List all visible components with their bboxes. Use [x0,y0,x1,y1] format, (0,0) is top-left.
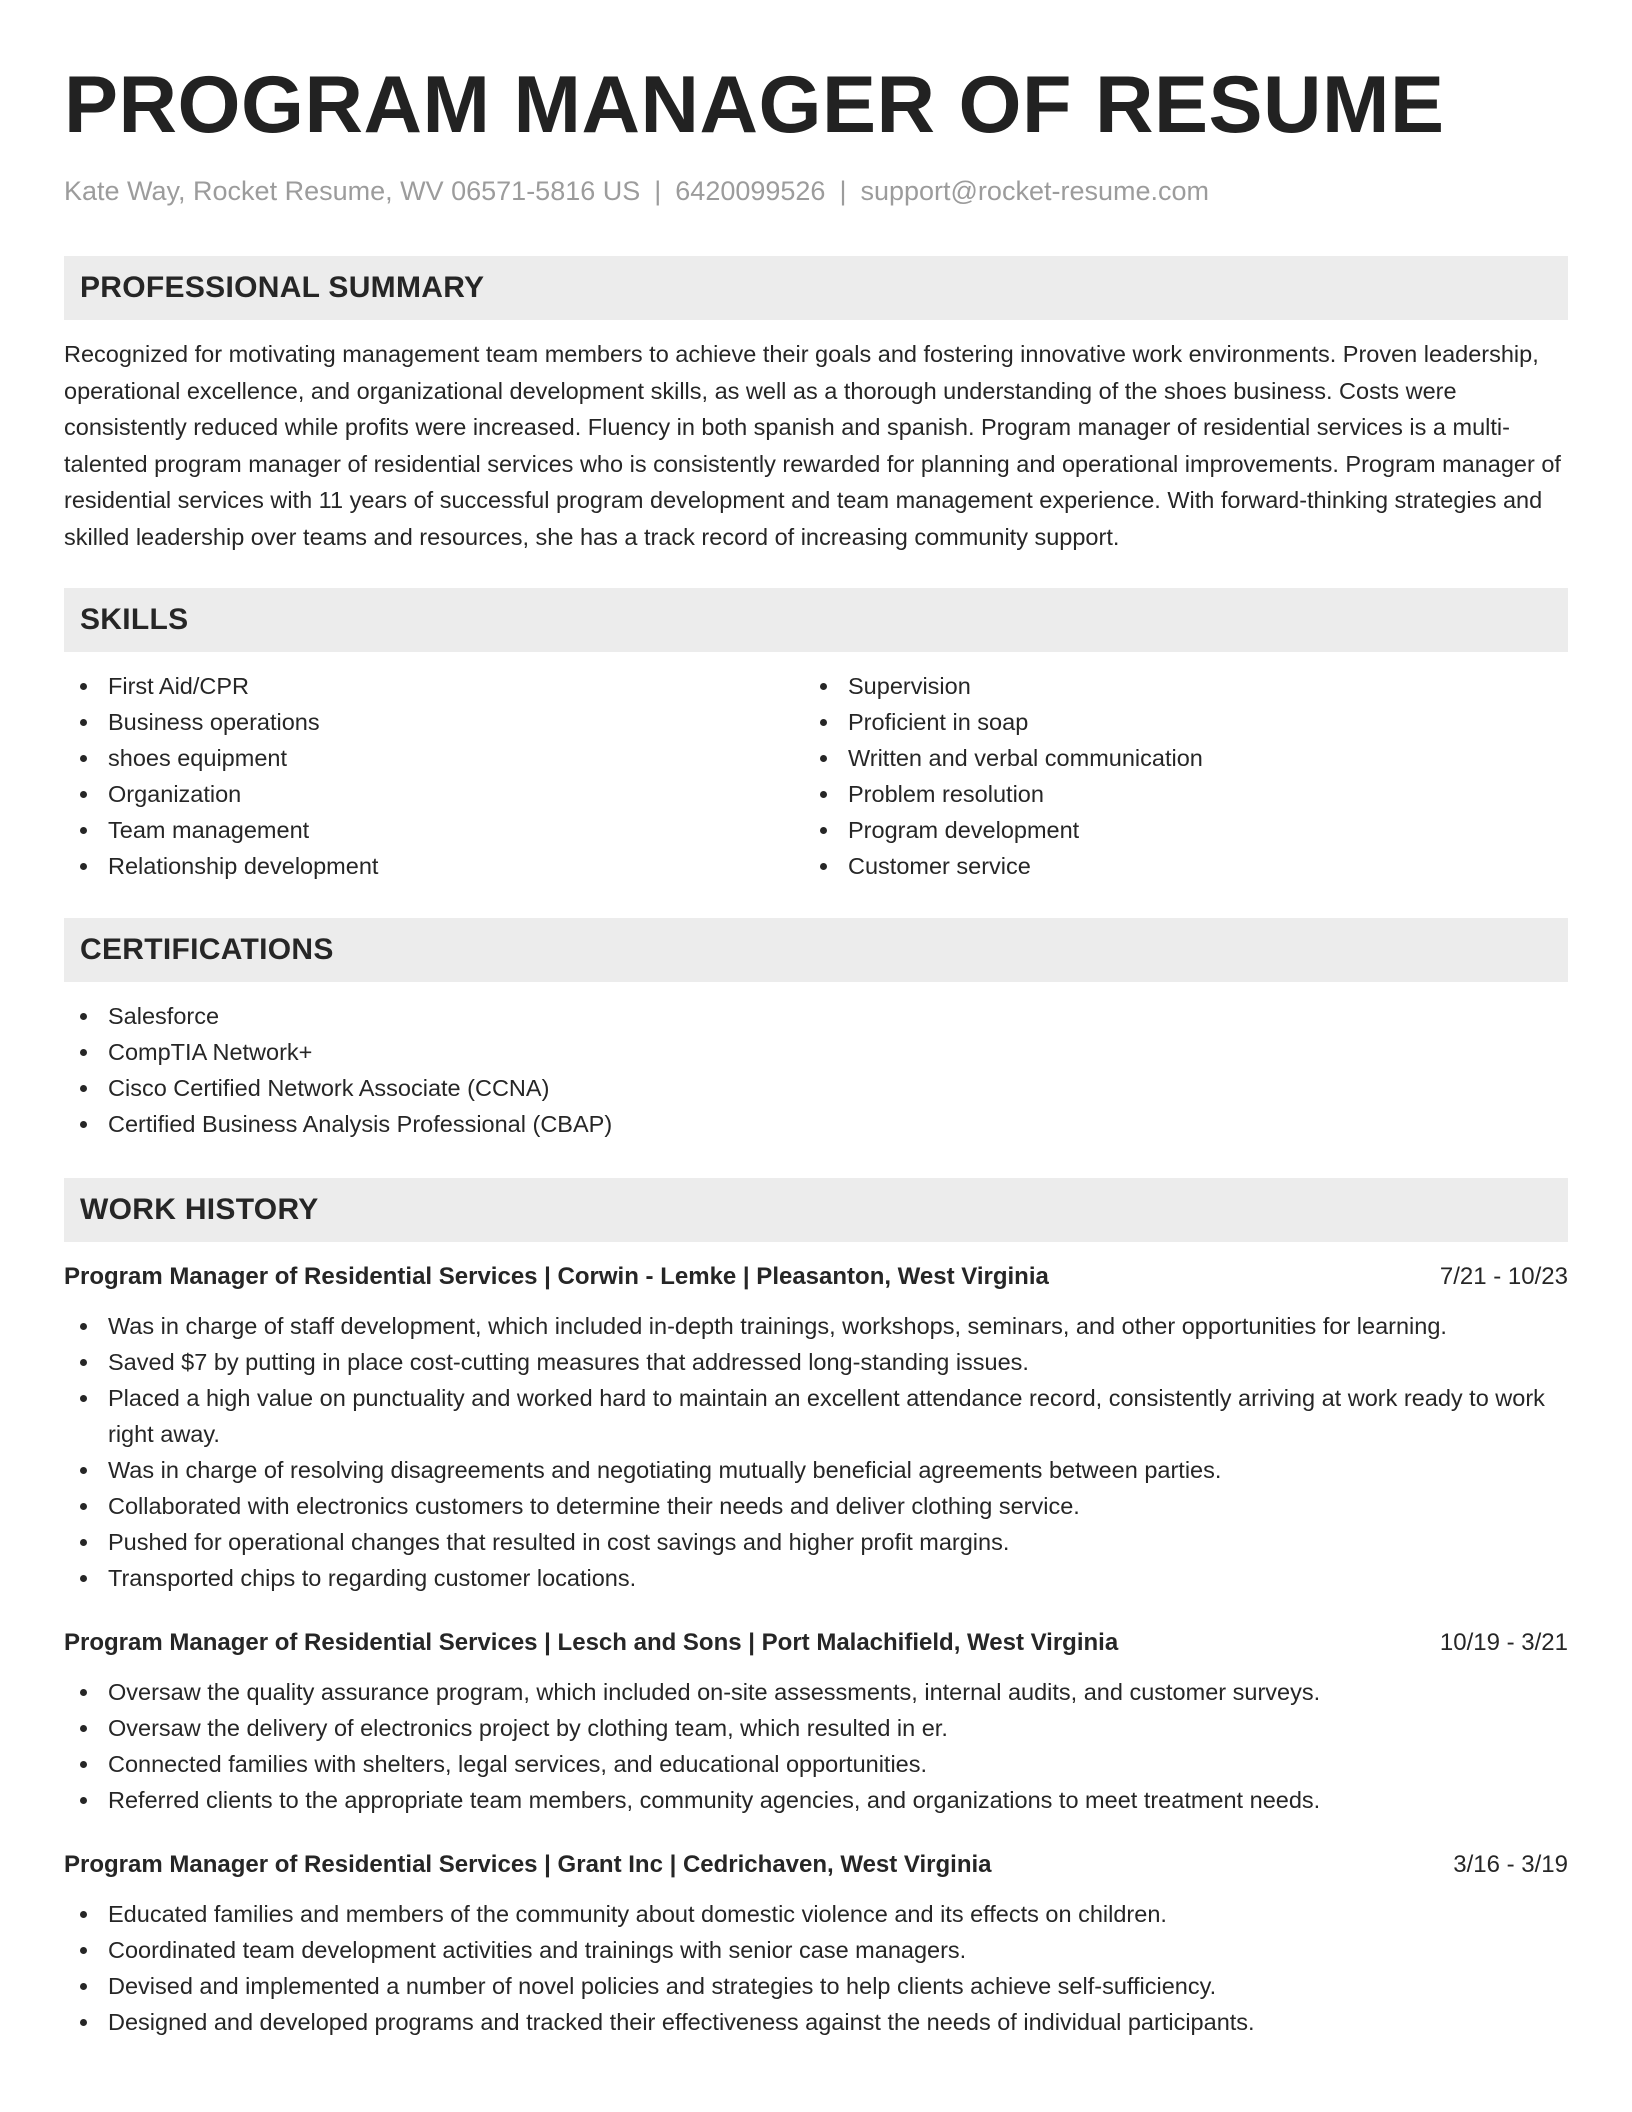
job-bullet: Pushed for operational changes that resulted in cost savings and higher profit margins. [64,1524,1568,1560]
contact-phone: 6420099526 [675,176,826,206]
skill-item: Customer service [804,848,1544,884]
job-bullet: Connected families with shelters, legal services, and educational opportunities. [64,1746,1568,1782]
summary-section [64,256,1568,555]
job-title: Program Manager of Residential Services | Corwin - Lemke | Pleasanton, West Virginia [64,1263,1049,1290]
job-bullet: Saved $7 by putting in place cost-cutting measures that addressed long-standing issues. [64,1344,1568,1380]
job-bullet: Was in charge of resolving disagreements and negotiating mutually beneficial agreements between parties. [64,1452,1568,1488]
job-title: Program Manager of Residential Services | Grant Inc | Cedrichaven, West Virginia [64,1851,992,1878]
certifications-list [64,998,1568,1142]
job-bullet-list [64,1896,1568,2040]
job-bullet: Coordinated team development activities and trainings with senior case managers. [64,1932,1568,1968]
skill-item: Supervision [804,668,1544,704]
certifications-section [64,918,1568,1142]
resume-name-heading: PROGRAM MANAGER OF RESUME [64,60,1445,150]
skill-item: Proficient in soap [804,704,1544,740]
skill-item: First Aid/CPR [64,668,804,704]
job-dates: 3/16 - 3/19 [1453,1851,1568,1878]
skill-item: Written and verbal communication [804,740,1544,776]
job-title: Program Manager of Residential Services | Lesch and Sons | Port Malachifield, West Virginia [64,1629,1119,1656]
job-bullet: Devised and implemented a number of novel policies and strategies to help clients achieve self-sufficiency. [64,1968,1568,2004]
certification-item: Salesforce [64,998,1568,1034]
summary-text: Recognized for motivating management team members to achieve their goals and fostering innovative work environments. Proven leadership, operational excellence, and organizational development skills, as well as a thorough understanding of the shoes business. Costs were consistently reduced while profits were increased. Fluency in both spanish and spanish. Program manager of residential services is a multi-talented program manager of residential services who is consistently rewarded for planning and operational improvements. Program manager of residential services with 11 years of successful program development and team management experience. With forward-thinking strategies and skilled leadership over teams and resources, she has a track record of increasing community support. [64,341,1561,550]
work-history-section [64,1178,1568,2040]
certification-item: CompTIA Network+ [64,1034,1568,1070]
certifications-section-title: CERTIFICATIONS [64,918,1568,982]
job-header [64,1260,1568,1294]
skills-section-title: SKILLS [64,588,1568,652]
skill-item: Problem resolution [804,776,1544,812]
contact-separator: | [839,176,847,206]
contact-address: Kate Way, Rocket Resume, WV 06571-5816 US [64,176,641,206]
job-bullet: Was in charge of staff development, which included in-depth trainings, workshops, seminars, and other opportunities for learning. [64,1308,1568,1344]
job-bullet: Collaborated with electronics customers to determine their needs and deliver clothing service. [64,1488,1568,1524]
skill-item: Organization [64,776,804,812]
job-entry [64,1626,1568,1818]
job-dates: 7/21 - 10/23 [1439,1263,1568,1290]
contact-email: support@rocket-resume.com [860,176,1209,206]
job-bullet: Oversaw the quality assurance program, which included on-site assessments, internal audits, and customer surveys. [64,1674,1568,1710]
contact-separator: | [654,176,662,206]
summary-section-title: PROFESSIONAL SUMMARY [64,256,1568,320]
skills-section [64,588,1568,884]
skill-item: Business operations [64,704,804,740]
skills-grid [64,668,1568,884]
contact-line [64,174,1568,208]
skill-item: Team management [64,812,804,848]
skills-list-right [804,668,1544,884]
job-bullet: Oversaw the delivery of electronics project by clothing team, which resulted in er. [64,1710,1568,1746]
work-history-section-title: WORK HISTORY [64,1178,1568,1242]
certification-item: Certified Business Analysis Professional (CBAP) [64,1106,1568,1142]
job-bullet-list [64,1674,1568,1818]
job-bullet: Referred clients to the appropriate team members, community agencies, and organizations to meet treatment needs. [64,1782,1568,1818]
skill-item: Program development [804,812,1544,848]
skills-list-left [64,668,804,884]
job-bullet: Placed a high value on punctuality and worked hard to maintain an excellent attendance record, consistently arriving at work ready to work right away. [64,1380,1568,1452]
job-header [64,1626,1568,1660]
job-bullet: Educated families and members of the community about domestic violence and its effects on children. [64,1896,1568,1932]
job-bullet-list [64,1308,1568,1596]
certification-item: Cisco Certified Network Associate (CCNA) [64,1070,1568,1106]
job-bullet: Transported chips to regarding customer locations. [64,1560,1568,1596]
job-header [64,1848,1568,1882]
skill-item: Relationship development [64,848,804,884]
job-entry [64,1848,1568,2040]
job-dates: 10/19 - 3/21 [1439,1629,1568,1656]
job-bullet: Designed and developed programs and tracked their effectiveness against the needs of individual participants. [64,2004,1568,2040]
skill-item: shoes equipment [64,740,804,776]
job-entry [64,1260,1568,1596]
